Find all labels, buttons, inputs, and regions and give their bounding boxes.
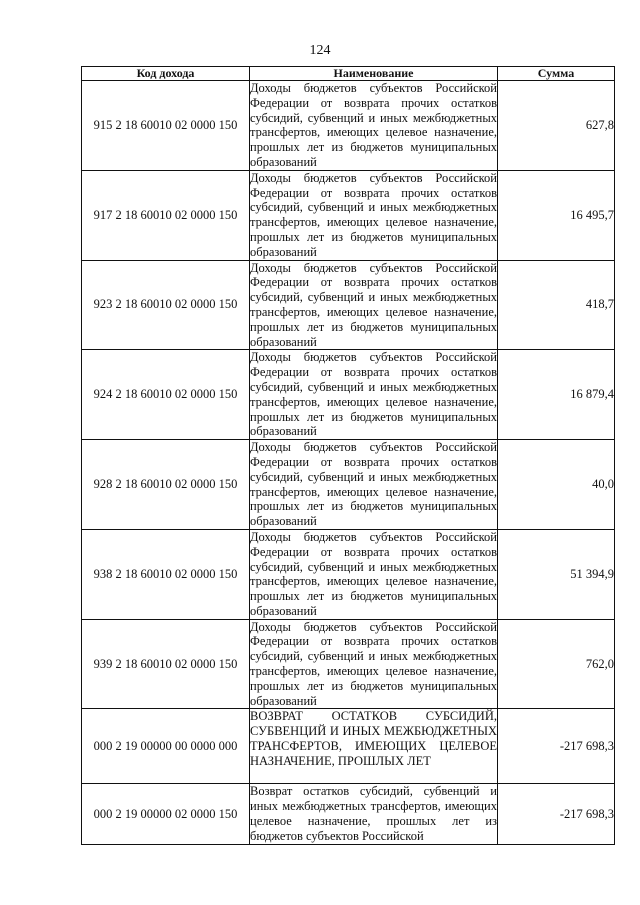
row-name: Доходы бюджетов субъектов Российской Федерации от возврата прочих остатков субсидий, субвенций и иных межбюджетных трансфертов, имеющих целевое назначение, прошлых лет из бюджетов муниципальных образований [250, 81, 497, 169]
table-row [82, 619, 615, 709]
row-name: Доходы бюджетов субъектов Российской Федерации от возврата прочих остатков субсидий, субвенций и иных межбюджетных трансфертов, имеющих целевое назначение, прошлых лет из бюджетов муниципальных образований [250, 350, 497, 439]
row-sum: 40,0 [498, 440, 615, 530]
header-sum: Сумма [498, 67, 615, 81]
table-header-row [82, 67, 615, 81]
row-name: Доходы бюджетов субъектов Российской Федерации от возврата прочих остатков субсидий, субвенций и иных межбюджетных трансфертов, имеющих целевое назначение, прошлых лет из бюджетов муниципальных образований [250, 170, 497, 259]
row-code: 923 2 18 60010 02 0000 150 [82, 260, 250, 350]
row-name: Доходы бюджетов субъектов Российской Федерации от возврата прочих остатков субсидий, субвенций и иных межбюджетных трансфертов, имеющих целевое назначение, прошлых лет из бюджетов муниципальных образований [250, 619, 497, 708]
row-sum: 16 495,7 [498, 170, 615, 260]
row-code: 928 2 18 60010 02 0000 150 [82, 440, 250, 530]
table-row [82, 709, 615, 784]
header-name: Наименование [250, 67, 498, 81]
row-code: 924 2 18 60010 02 0000 150 [82, 350, 250, 440]
income-table [81, 66, 615, 845]
row-sum: 418,7 [498, 260, 615, 350]
row-name: Возврат остатков субсидий, субвенций и иных межбюджетных трансфертов, имеющих целевое назначение, прошлых лет из бюджетов субъектов Российской [250, 784, 497, 843]
table-row [82, 260, 615, 350]
row-sum: 627,8 [498, 81, 615, 171]
row-code: 938 2 18 60010 02 0000 150 [82, 529, 250, 619]
row-code: 939 2 18 60010 02 0000 150 [82, 619, 250, 709]
table-row [82, 81, 615, 171]
row-name: Доходы бюджетов субъектов Российской Федерации от возврата прочих остатков субсидий, субвенций и иных межбюджетных трансфертов, имеющих целевое назначение, прошлых лет из бюджетов муниципальных образований [250, 440, 497, 529]
row-sum: -217 698,3 [498, 709, 615, 784]
row-sum: 16 879,4 [498, 350, 615, 440]
row-name: Доходы бюджетов субъектов Российской Федерации от возврата прочих остатков субсидий, субвенций и иных межбюджетных трансфертов, имеющих целевое назначение, прошлых лет из бюджетов муниципальных образований [250, 260, 497, 349]
row-code: 000 2 19 00000 02 0000 150 [82, 784, 250, 844]
row-name: ВОЗВРАТ ОСТАТКОВ СУБСИДИЙ, СУБВЕНЦИЙ И ИНЫХ МЕЖБЮДЖЕТНЫХ ТРАНСФЕРТОВ, ИМЕЮЩИХ ЦЕЛЕВОЕ НАЗНАЧЕНИЕ, ПРОШЛЫХ ЛЕТ [250, 709, 498, 784]
row-code: 917 2 18 60010 02 0000 150 [82, 170, 250, 260]
row-code: 915 2 18 60010 02 0000 150 [82, 81, 250, 171]
row-sum: 762,0 [498, 619, 615, 709]
row-sum: -217 698,3 [498, 784, 615, 844]
table-row [82, 350, 615, 440]
table-row [82, 784, 615, 844]
page-number: 124 [309, 43, 331, 58]
table-row [82, 170, 615, 260]
row-sum: 51 394,9 [498, 529, 615, 619]
header-code: Код дохода [82, 67, 250, 81]
table-row [82, 529, 615, 619]
table-row [82, 440, 615, 530]
row-name: Доходы бюджетов субъектов Российской Федерации от возврата прочих остатков субсидий, субвенций и иных межбюджетных трансфертов, имеющих целевое назначение, прошлых лет из бюджетов муниципальных образований [250, 529, 497, 618]
row-code: 000 2 19 00000 00 0000 000 [82, 709, 250, 784]
